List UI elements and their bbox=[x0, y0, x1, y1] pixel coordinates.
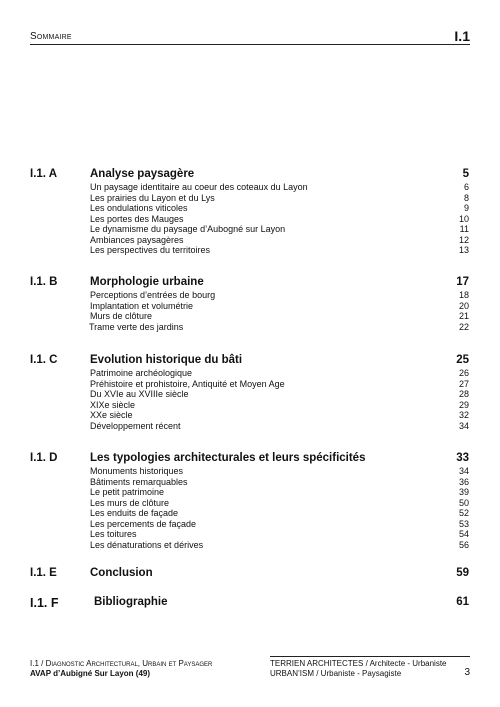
section-number: I.1. D bbox=[30, 452, 58, 464]
toc-entry-page-number: 54 bbox=[458, 529, 469, 539]
toc-entry-page-number: 28 bbox=[458, 389, 469, 399]
toc-entry: Murs de clôture bbox=[90, 311, 153, 321]
toc-entry-page-number: 34 bbox=[458, 420, 469, 431]
toc-entry-page-number: 29 bbox=[458, 399, 469, 410]
section-page-number: 5 bbox=[462, 168, 469, 180]
toc-entry-page-number: 13 bbox=[458, 245, 469, 255]
toc-entry-page-number: 8 bbox=[463, 192, 469, 203]
toc-entry-page-number: 50 bbox=[458, 497, 469, 508]
toc-entry: Développement récent bbox=[90, 420, 181, 431]
toc-entry: Ambiances paysagères bbox=[90, 234, 184, 245]
toc-entry: Les ondulations viticoles bbox=[90, 203, 188, 213]
section-page-number: 61 bbox=[456, 596, 469, 608]
toc-entry-page-number: 52 bbox=[458, 508, 469, 518]
toc-entry: Les prairies du Layon et du Lys bbox=[90, 192, 215, 203]
toc-entry: Implantation et volumétrie bbox=[90, 300, 194, 311]
section-number: I.1. B bbox=[30, 276, 58, 288]
toc-entry-page-number: 6 bbox=[463, 182, 469, 192]
toc-entry: Les perspectives du territoires bbox=[90, 245, 211, 255]
toc-entry: Monuments historiques bbox=[90, 466, 184, 476]
toc-entry: Un paysage identitaire au coeur des coteaux du Layon bbox=[90, 182, 308, 192]
section-title: Bibliographie bbox=[94, 596, 168, 608]
toc-entry: Patrimoine archéologique bbox=[90, 368, 193, 378]
toc-entry-page-number: 20 bbox=[458, 300, 469, 311]
toc-entry-page-number: 12 bbox=[458, 234, 469, 245]
toc-entry: Perceptions d’entrées de bourg bbox=[90, 290, 216, 300]
footer-architects: TERRIEN ARCHITECTES / Architecte - Urbaniste bbox=[270, 659, 447, 668]
toc-entry-page-number: 27 bbox=[458, 378, 469, 389]
toc-entry: XIXe siècle bbox=[90, 399, 136, 410]
header-section-number: I.1 bbox=[454, 28, 470, 44]
section-title: Analyse paysagère bbox=[90, 168, 195, 180]
toc-entry-page-number: 9 bbox=[463, 203, 469, 213]
toc-entry-page-number: 18 bbox=[458, 290, 469, 300]
header-title: Sommaire bbox=[30, 31, 72, 42]
toc-entry-page-number: 26 bbox=[458, 368, 469, 378]
section-title: Les typologies architecturales et leurs spécificités bbox=[90, 452, 366, 464]
toc-entry: Le petit patrimoine bbox=[90, 487, 165, 497]
toc-entry: Les toitures bbox=[90, 529, 137, 539]
toc-entry-page-number: 53 bbox=[458, 518, 469, 529]
toc-entry: Du XVIe au XVIIIe siècle bbox=[90, 389, 189, 399]
section-title: Evolution historique du bâti bbox=[90, 354, 243, 366]
toc-entry-page-number: 21 bbox=[458, 311, 469, 321]
toc-entry-page-number: 32 bbox=[458, 410, 469, 420]
section-number: I.1. C bbox=[30, 354, 58, 366]
toc-entry: Préhistoire et prohistoire, Antiquité et Moyen Age bbox=[90, 378, 285, 389]
toc-entry-page-number: 39 bbox=[458, 487, 469, 497]
toc-entry-page-number: 34 bbox=[458, 466, 469, 476]
section-title: Morphologie urbaine bbox=[90, 276, 204, 288]
toc-entry: Les enduits de façade bbox=[90, 508, 179, 518]
section-page-number: 59 bbox=[456, 567, 469, 579]
footer-urbanism: URBAN’ISM / Urbaniste - Paysagiste bbox=[270, 669, 402, 678]
section-page-number: 25 bbox=[456, 354, 469, 366]
toc-entry-page-number: 11 bbox=[459, 224, 469, 234]
toc-entry: Bâtiments remarquables bbox=[90, 476, 188, 487]
footer-project-name: AVAP d’Aubigné Sur Layon (49) bbox=[30, 669, 151, 678]
toc-entry: Les portes des Mauges bbox=[90, 213, 184, 224]
section-page-number: 17 bbox=[456, 276, 469, 288]
footer-divider bbox=[270, 656, 470, 657]
toc-entry: Les dénaturations et dérives bbox=[90, 539, 204, 550]
toc-entry: Le dynamisme du paysage d’Aubogné sur Layon bbox=[90, 224, 286, 234]
toc-entry: Trame verte des jardins bbox=[89, 321, 184, 332]
toc-entry: Les murs de clôture bbox=[90, 497, 170, 508]
toc-entry-page-number: 22 bbox=[458, 321, 469, 332]
footer-page-number: 3 bbox=[464, 667, 470, 678]
footer-document-title: I.1 / Diagnostic Architectural, Urbain et Paysager bbox=[30, 659, 213, 668]
section-title: Conclusion bbox=[90, 567, 153, 579]
section-number: I.1. A bbox=[30, 168, 58, 180]
section-number: I.1. F bbox=[30, 596, 59, 610]
section-page-number: 33 bbox=[456, 452, 469, 464]
toc-entry-page-number: 36 bbox=[458, 476, 469, 487]
toc-entry: XXe siècle bbox=[90, 410, 133, 420]
header-divider bbox=[30, 44, 470, 45]
toc-entry-page-number: 10 bbox=[458, 213, 469, 224]
section-number: I.1. E bbox=[30, 567, 57, 579]
toc-entry: Les percements de façade bbox=[90, 518, 197, 529]
toc-entry-page-number: 56 bbox=[458, 539, 469, 550]
